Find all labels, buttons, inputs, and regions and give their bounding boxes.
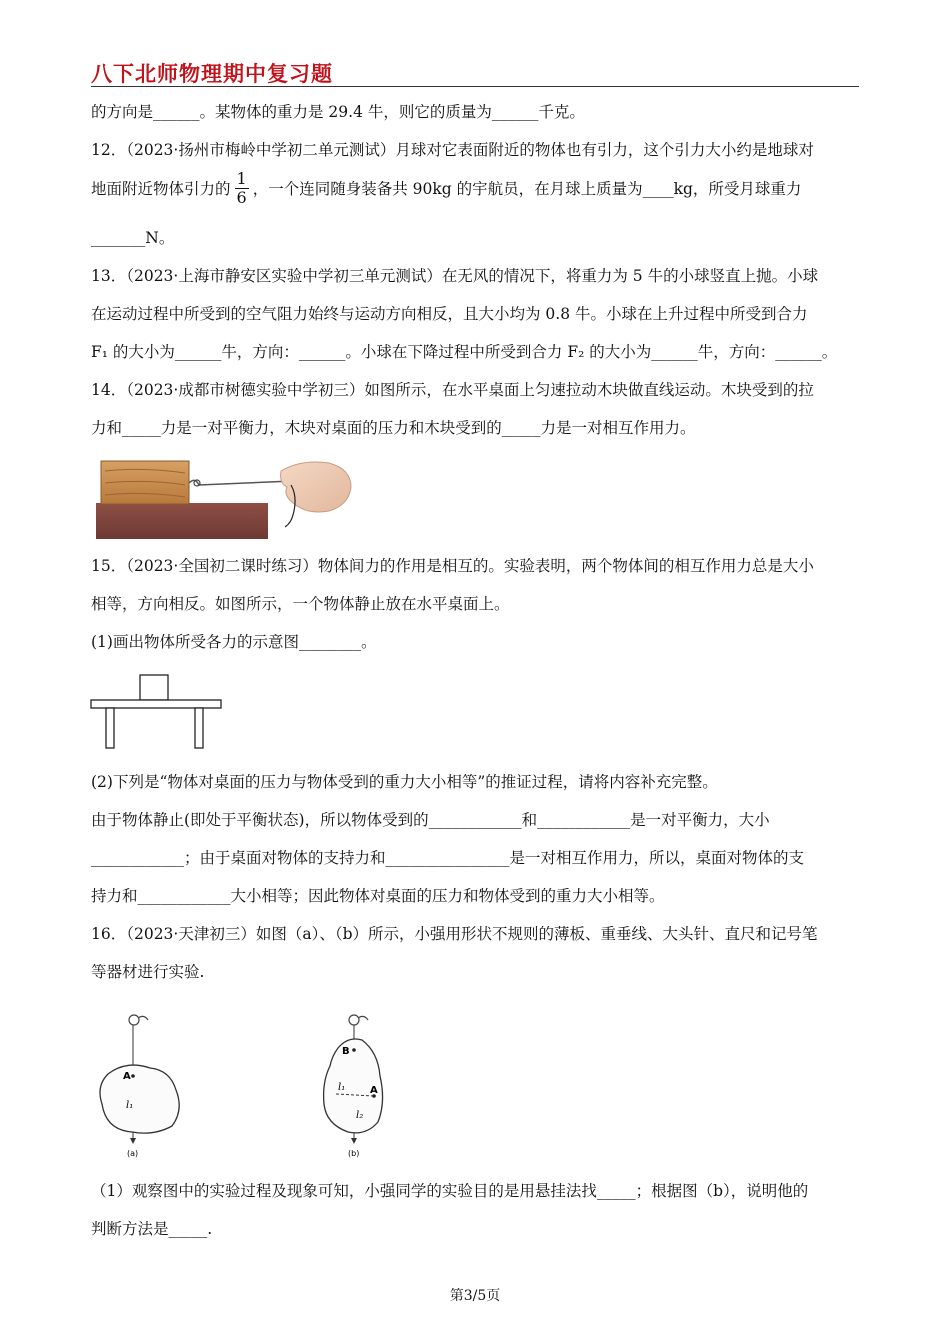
question-16-line-3: （1）观察图中的实验过程及现象可知，小强同学的实验目的是用悬挂法找_____；根据图（b），说明他的 (91, 1182, 809, 1200)
table-surface (96, 503, 268, 539)
question-15-line-7: 持力和____________大小相等；因此物体对桌面的压力和物体受到的重力大小相等。 (91, 887, 665, 905)
page-header-title: 八下北师物理期中复习题 (91, 62, 333, 86)
question-15-line-2: 相等，方向相反。如图所示，一个物体静止放在水平桌面上。 (91, 595, 510, 613)
label-A-a: A (123, 1071, 131, 1082)
table-leg-left (106, 708, 114, 748)
table-top (91, 700, 221, 708)
header-rule (91, 86, 859, 87)
hand (281, 462, 351, 512)
wood-block-figure (93, 455, 355, 541)
suspension-figure-a (92, 1012, 192, 1160)
question-16-line-1: 16．（2023·天津初三）如图（a）、（b）所示，小强用形状不规则的薄板、重垂线、大头针、直尺和记号笔 (91, 925, 818, 943)
fraction-denominator: 6 (236, 188, 247, 207)
question-15-line-4: (2)下列是“物体对桌面的压力与物体受到的重力大小相等”的推证过程，请将内容补充完整。 (91, 773, 718, 791)
pull-string (189, 480, 293, 485)
q12-text-post: ，一个连同随身装备共 90kg 的宇航员，在月球上质量为____kg，所受月球重力 (252, 179, 802, 198)
question-12-line-3: _______N。 (91, 229, 175, 247)
table-leg-right (195, 708, 203, 748)
question-14-line-1: 14．（2023·成都市树德实验中学初三）如图所示，在水平桌面上匀速拉动木块做直线运动。木块受到的拉 (91, 381, 814, 399)
page-number: 第3/5页 (449, 1288, 501, 1304)
label-l1-a: l₁ (126, 1100, 134, 1111)
question-16-line-4: 判断方法是_____. (91, 1220, 213, 1238)
question-13-line-2: 在运动过程中所受到的空气阻力始终与运动方向相反，且大小均为 0.8 牛。小球在上升过程中所受到合力 (91, 305, 808, 323)
label-l1-b: l₁ (338, 1082, 346, 1093)
fraction-one-sixth (234, 170, 250, 207)
question-15-line-5: 由于物体静止(即处于平衡状态)，所以物体受到的____________和____________是一对平衡力，大小 (91, 811, 770, 829)
label-l2-b: l₂ (356, 1110, 364, 1121)
fraction-numerator: 1 (236, 169, 247, 188)
question-13-line-1: 13．（2023·上海市静安区实验中学初三单元测试）在无风的情况下，将重力为 5 牛的小球竖直上抛。小球 (91, 267, 819, 285)
suspension-figure-b (316, 1012, 396, 1160)
label-B: B (342, 1046, 350, 1057)
text-line: 的方向是______。某物体的重力是 29.4 牛，则它的质量为______千克。 (91, 103, 585, 121)
question-13-line-3: F₁ 的大小为______牛，方向：______。小球在下降过程中所受到合力 F₂ 的大小为______牛，方向：______。 (91, 343, 838, 361)
caption-a: (a) (127, 1149, 139, 1158)
question-15-line-6: ____________；由于桌面对物体的支持力和________________是一对相互作用力，所以，桌面对物体的支 (91, 849, 805, 867)
label-A-b: A (370, 1085, 378, 1096)
question-15-line-3: (1)画出物体所受各力的示意图________。 (91, 633, 377, 651)
caption-b: (b) (348, 1149, 360, 1158)
object-box (140, 675, 168, 700)
question-12-line-2 (91, 170, 801, 207)
question-12-line-1: 12．（2023·扬州市梅岭中学初二单元测试）月球对它表面附近的物体也有引力，这个引力大小约是地球对 (91, 141, 814, 159)
question-16-line-2: 等器材进行实验. (91, 963, 205, 981)
question-14-line-2: 力和_____力是一对平衡力，木块对桌面的压力和木块受到的_____力是一对相互作用力。 (91, 419, 696, 437)
q12-text-pre: 地面附近物体引力的 (91, 179, 231, 198)
object-on-table-figure (89, 673, 223, 753)
irregular-board-a (100, 1065, 179, 1133)
question-15-line-1: 15．（2023·全国初二课时练习）物体间力的作用是相互的。实验表明，两个物体间的相互作用力总是大小 (91, 557, 814, 575)
